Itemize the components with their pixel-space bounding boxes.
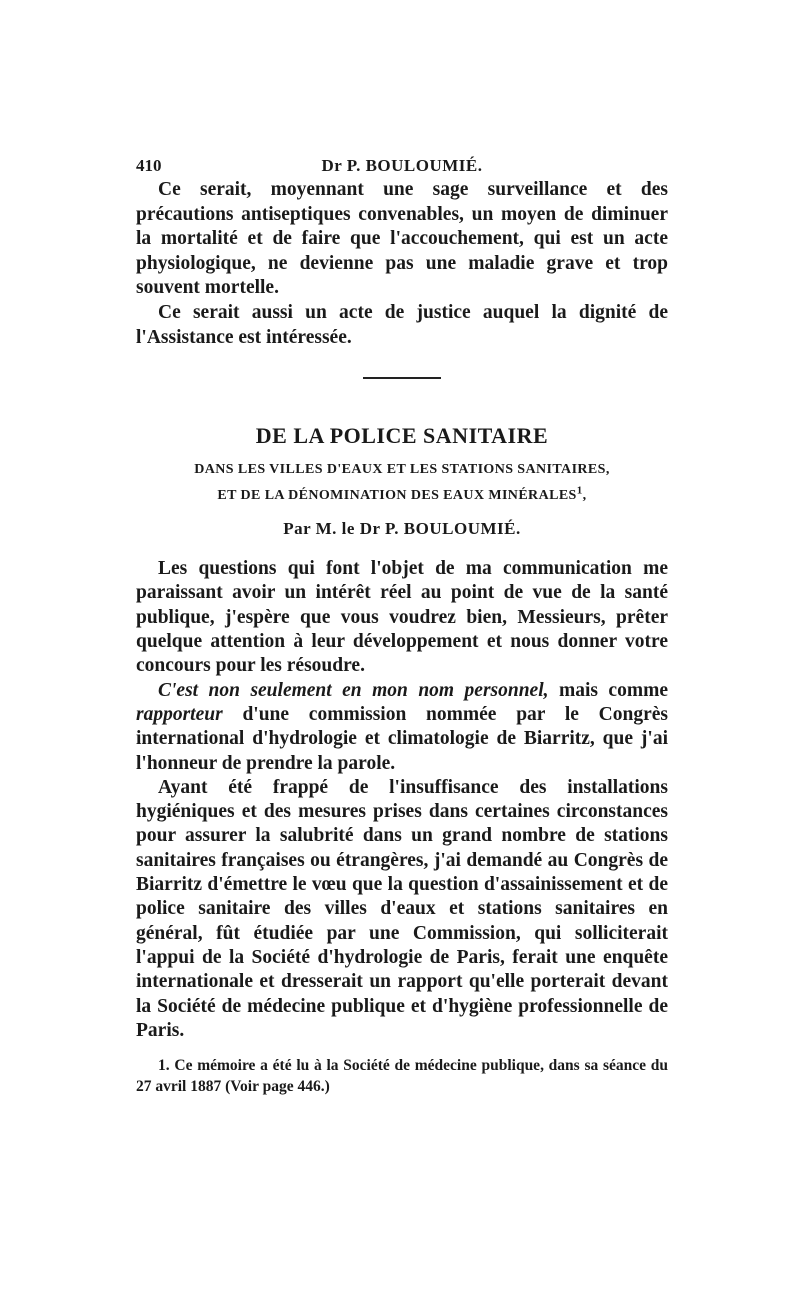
subtitle-punctuation: , — [582, 488, 587, 504]
paragraph: Les questions qui font l'objet de ma communication me paraissant avoir un intérêt réel au point de vue de la santé publique, j'espère que vous voudrez bien, Messieurs, prêter quelque attention à leur développement et nous donner votre concours pour les résoudre. — [136, 558, 668, 677]
paragraph: Ayant été frappé de l'insuffisance des installations hygiéniques et des mesures prises dans certaines circonstances pour assurer la salubrité dans un grand nombre de stations sanitaires françaises ou étrangères, j'ai demandé au Congrès de Biarritz d'émettre le vœu que la question d'assainissement et de police sanitaire des villes d'eaux et stations sanitaires en général, fût étudiée par une Commission, qui solliciterait l'appui de la Société d'hydrologie de Paris, ferait une enquête internationale et dresserait un rapport qu'elle porterait devant la Société de médecine publique et d'hygiène professionnelle de Paris. — [136, 776, 668, 1041]
section-divider — [363, 377, 441, 379]
article-body — [136, 557, 668, 1043]
previous-section-end — [136, 178, 668, 350]
book-page — [136, 150, 668, 1097]
author-byline: Par M. le Dr P. BOULOUMIÉ. — [283, 519, 521, 539]
running-head-title: Dr P. BOULOUMIÉ. — [321, 156, 483, 175]
footnote — [136, 1055, 668, 1097]
paragraph: Ce serait aussi un acte de justice auquel la dignité de l'Assistance est intéressée. — [136, 301, 668, 348]
footnote-reference[interactable]: 1 — [576, 484, 583, 497]
text-run: mais comme — [548, 679, 668, 701]
text-run: d'une commission nommée par le Congrès international d'hydrologie et climatologie de Biarritz, que j'ai l'honneur de prendre la parole. — [136, 703, 668, 774]
running-head — [136, 150, 668, 178]
subtitle-line — [136, 483, 668, 509]
article-title: DE LA POLICE SANITAIRE — [255, 423, 549, 449]
article-subtitle — [136, 457, 668, 509]
paragraph — [136, 679, 668, 776]
italic-phrase: rapporteur — [136, 703, 223, 725]
page-number: 410 — [136, 156, 162, 175]
footnote-marker: 1. — [158, 1057, 170, 1075]
paragraph: Ce serait, moyennant une sage surveillance et des précautions antiseptiques convenables, un moyen de diminuer la mortalité et de faire que l'accouchement, qui est un acte physiologique, ne devienne pas une maladie grave et trop souvent mortelle. — [136, 179, 668, 299]
footnote-text: Ce mémoire a été lu à la Société de médecine publique, dans sa séance du 27 avril 1887 (Voir page 446.) — [136, 1057, 668, 1096]
subtitle-line: DANS LES VILLES D'EAUX ET LES STATIONS SANITAIRES, — [194, 462, 610, 478]
subtitle-text: ET DE LA DÉNOMINATION DES EAUX MINÉRALES — [217, 488, 577, 504]
italic-phrase: C'est non seulement en mon nom personnel, — [158, 679, 549, 701]
